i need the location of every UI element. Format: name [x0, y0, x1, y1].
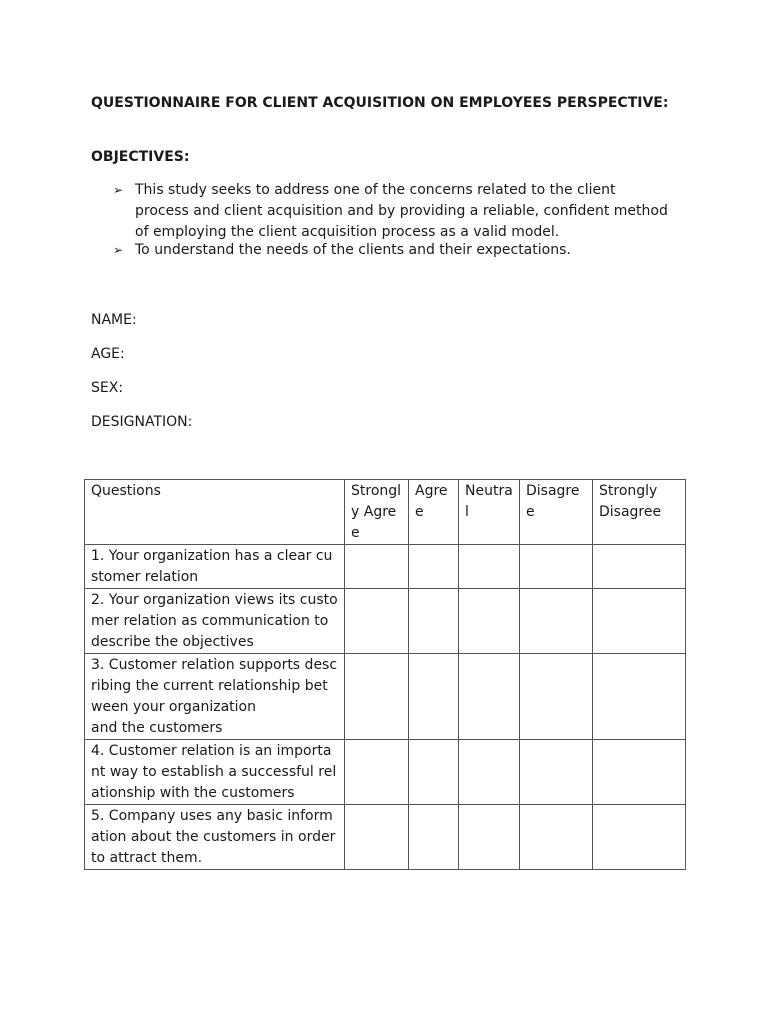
- answer-cell-neutral[interactable]: [459, 589, 520, 654]
- answer-cell-neutral[interactable]: [459, 740, 520, 805]
- answer-cell-strongly-disagree[interactable]: [593, 740, 686, 805]
- question-cell: 5. Company uses any basic information about the customers in order to attract them.: [85, 805, 345, 870]
- answer-cell-agree[interactable]: [409, 545, 459, 589]
- answer-cell-neutral[interactable]: [459, 654, 520, 740]
- answer-cell-disagree[interactable]: [520, 589, 593, 654]
- table-row: [85, 805, 686, 870]
- objectives-heading: OBJECTIVES:: [91, 149, 190, 165]
- answer-cell-neutral[interactable]: [459, 805, 520, 870]
- answer-cell-disagree[interactable]: [520, 740, 593, 805]
- answer-cell-strongly-disagree[interactable]: [593, 654, 686, 740]
- table-row: [85, 740, 686, 805]
- survey-table-body: [85, 545, 686, 870]
- header-disagree: Disagree: [520, 480, 593, 545]
- answer-cell-strongly-agree[interactable]: [345, 589, 409, 654]
- objectives-list: [113, 180, 673, 261]
- question-cell: 1. Your organization has a clear customer relation: [85, 545, 345, 589]
- header-strongly-agree: Strongly Agree: [345, 480, 409, 545]
- table-row: [85, 654, 686, 740]
- answer-cell-agree[interactable]: [409, 654, 459, 740]
- arrow-bullet-icon: ➢: [113, 183, 124, 197]
- objective-text: To understand the needs of the clients and their expectations.: [135, 242, 571, 258]
- question-cell: 4. Customer relation is an important way to establish a successful relationship with the customers: [85, 740, 345, 805]
- header-neutral: Neutral: [459, 480, 520, 545]
- objective-item: [113, 180, 673, 243]
- table-row: [85, 589, 686, 654]
- answer-cell-disagree[interactable]: [520, 654, 593, 740]
- sex-field-label: SEX:: [91, 380, 124, 396]
- question-cell: 2. Your organization views its customer relation as communication to describe the objectives: [85, 589, 345, 654]
- designation-field-label: DESIGNATION:: [91, 414, 193, 430]
- answer-cell-strongly-agree[interactable]: [345, 805, 409, 870]
- header-strongly-disagree: Strongly Disagree: [593, 480, 686, 545]
- header-questions: Questions: [85, 480, 345, 545]
- table-row: [85, 545, 686, 589]
- answer-cell-strongly-agree[interactable]: [345, 654, 409, 740]
- answer-cell-strongly-agree[interactable]: [345, 545, 409, 589]
- document-title: QUESTIONNAIRE FOR CLIENT ACQUISITION ON EMPLOYEES PERSPECTIVE:: [91, 95, 669, 111]
- answer-cell-neutral[interactable]: [459, 545, 520, 589]
- objective-text: This study seeks to address one of the concerns related to the client process and client acquisition and by providing a reliable, confident method of employing the client acquisition process as a valid model.: [135, 182, 668, 240]
- name-field-label: NAME:: [91, 312, 137, 328]
- table-header-row: [85, 480, 686, 545]
- header-agree: Agree: [409, 480, 459, 545]
- answer-cell-agree[interactable]: [409, 589, 459, 654]
- respondent-fields: [91, 310, 192, 446]
- objective-item: [113, 240, 673, 261]
- question-cell: 3. Customer relation supports describing the current relationship between your organization and the customers: [85, 654, 345, 740]
- answer-cell-agree[interactable]: [409, 805, 459, 870]
- answer-cell-strongly-disagree[interactable]: [593, 545, 686, 589]
- answer-cell-agree[interactable]: [409, 740, 459, 805]
- answer-cell-strongly-agree[interactable]: [345, 740, 409, 805]
- answer-cell-strongly-disagree[interactable]: [593, 589, 686, 654]
- answer-cell-disagree[interactable]: [520, 545, 593, 589]
- arrow-bullet-icon: ➢: [113, 243, 124, 257]
- answer-cell-strongly-disagree[interactable]: [593, 805, 686, 870]
- answer-cell-disagree[interactable]: [520, 805, 593, 870]
- age-field-label: AGE:: [91, 346, 125, 362]
- survey-table: [84, 479, 686, 870]
